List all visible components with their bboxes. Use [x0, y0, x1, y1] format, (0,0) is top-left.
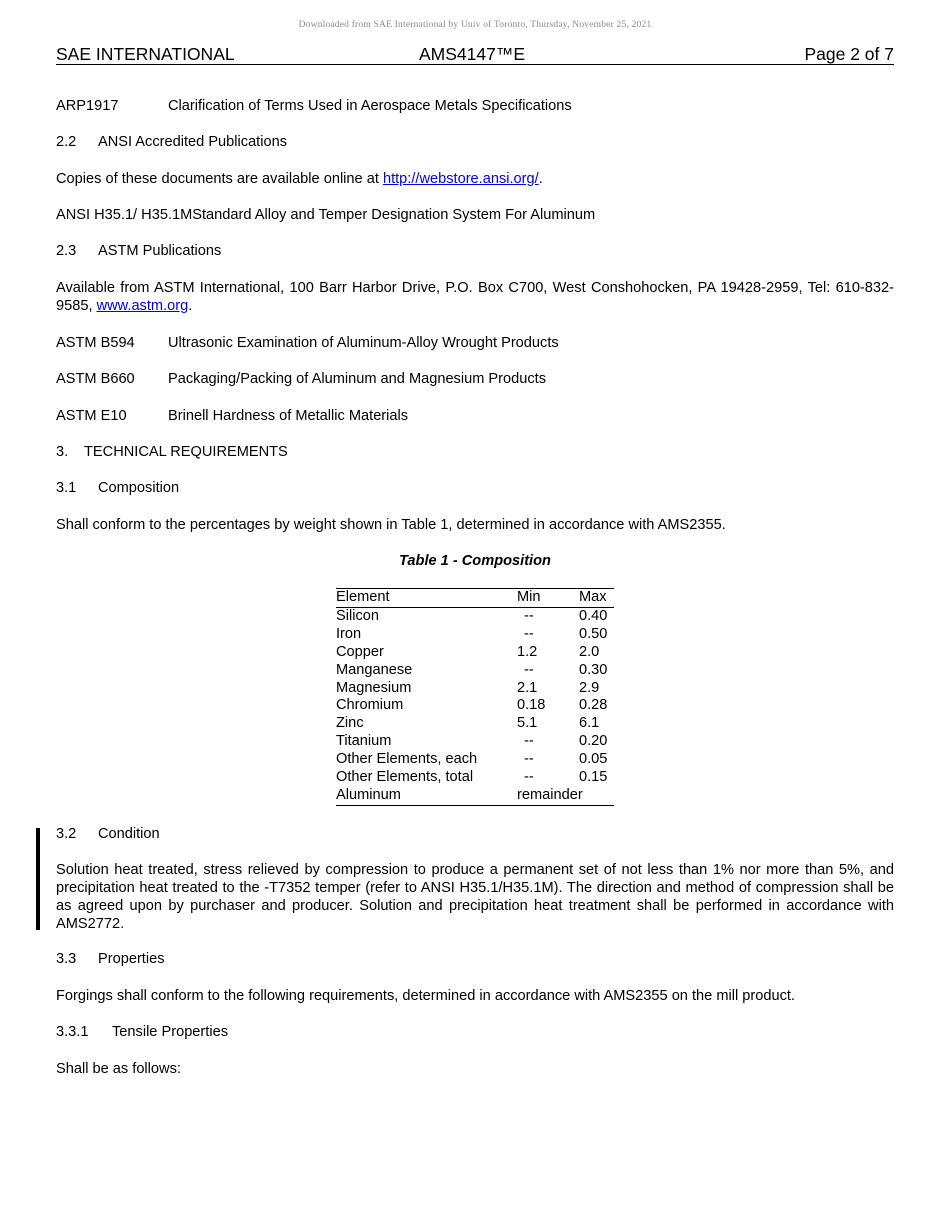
- table-header-row: [336, 589, 614, 608]
- cell-max: 0.28: [579, 697, 608, 714]
- table-row: [336, 733, 614, 751]
- table-row: [336, 607, 614, 625]
- table-row-aluminum: [336, 787, 614, 805]
- cell-min: 0.18: [517, 697, 546, 714]
- astm-availability-text: Available from ASTM International, 100 Barr Harbor Drive, P.O. Box C700, West Conshohocken, PA 19428-2959, Tel: 610-832-9585,: [56, 280, 894, 314]
- cell-min: --: [524, 661, 534, 678]
- section-title: Condition: [98, 826, 160, 842]
- table-row: [336, 697, 614, 715]
- section-number: 3.3: [56, 951, 77, 967]
- cell-element: Manganese: [336, 661, 413, 678]
- table-caption: Table 1 - Composition: [399, 553, 551, 569]
- astm-website-link[interactable]: www.astm.org: [96, 298, 189, 314]
- reference-title: Ultrasonic Examination of Aluminum-Alloy Wrought Products: [168, 335, 559, 351]
- header-element: Element: [336, 589, 390, 605]
- section-title: ANSI Accredited Publications: [98, 134, 288, 150]
- cell-element: Chromium: [336, 697, 404, 714]
- section-number: 3.1: [56, 480, 77, 496]
- cell-min: 1.2: [517, 643, 538, 660]
- reference-code: ARP1917: [56, 98, 119, 114]
- ansi-copies-tail: .: [538, 171, 543, 187]
- cell-min: --: [524, 625, 534, 642]
- ansi-copies-text: Copies of these documents are available online at: [56, 171, 383, 187]
- page-header: [56, 44, 894, 65]
- cell-min: 2.1: [517, 679, 538, 696]
- ansi-webstore-link[interactable]: http://webstore.ansi.org/: [382, 171, 539, 187]
- reference-code: ASTM E10: [56, 408, 127, 424]
- cell-element: Zinc: [336, 715, 364, 732]
- cell-min: --: [524, 751, 534, 768]
- reference-code: ASTM B660: [56, 371, 135, 387]
- section-number: 3.: [56, 444, 69, 460]
- header-org: SAE INTERNATIONAL: [56, 44, 235, 64]
- reference-title: Clarification of Terms Used in Aerospace Metals Specifications: [168, 98, 572, 114]
- ansi-copies-paragraph: [56, 170, 543, 188]
- section-title: Tensile Properties: [112, 1024, 228, 1040]
- section-title: Properties: [98, 951, 165, 967]
- cell-min: --: [524, 733, 534, 750]
- cell-element: Silicon: [336, 607, 379, 624]
- cell-max: 0.20: [579, 733, 608, 750]
- cell-element: Magnesium: [336, 679, 412, 696]
- cell-element: Copper: [336, 643, 384, 660]
- tensile-paragraph: Shall be as follows:: [56, 1061, 181, 1077]
- cell-max: 0.15: [579, 769, 608, 786]
- header-max: Max: [579, 589, 607, 605]
- cell-element: Titanium: [336, 733, 392, 750]
- cell-element: Iron: [336, 625, 362, 642]
- reference-title: Brinell Hardness of Metallic Materials: [168, 408, 409, 424]
- header-min: Min: [517, 589, 541, 605]
- table-row: [336, 680, 614, 698]
- cell-max: 0.40: [579, 607, 608, 624]
- table-row: [336, 626, 614, 644]
- reference-astm-e10: [56, 407, 408, 425]
- cell-max: 0.30: [579, 661, 608, 678]
- section-number: 3.3.1: [56, 1024, 89, 1040]
- properties-paragraph: Forgings shall conform to the following requirements, determined in accordance with AMS2355 on the mill product.: [56, 988, 795, 1004]
- section-title: TECHNICAL REQUIREMENTS: [84, 444, 288, 460]
- cell-max: 0.05: [579, 751, 608, 768]
- reference-ansi-h35: ANSI H35.1/ H35.1MStandard Alloy and Temper Designation System For Aluminum: [56, 207, 596, 223]
- cell-element: Other Elements, each: [336, 751, 478, 768]
- revision-change-bar: [36, 828, 40, 930]
- astm-availability-tail: .: [188, 298, 193, 314]
- cell-max: 6.1: [579, 715, 600, 732]
- reference-arp1917: [56, 97, 572, 115]
- section-title: Composition: [98, 480, 180, 496]
- section-heading-3-1: [56, 479, 179, 497]
- cell-element: Aluminum: [336, 786, 401, 803]
- table-row: [336, 769, 614, 787]
- reference-astm-b660: [56, 370, 546, 388]
- section-number: 2.2: [56, 134, 77, 150]
- download-watermark: Downloaded from SAE International by Univ of Toronto, Thursday, November 25, 2021: [298, 20, 652, 30]
- cell-min: --: [524, 607, 534, 624]
- header-page-number: Page 2 of 7: [804, 44, 894, 64]
- section-number: 2.3: [56, 243, 77, 259]
- section-title: ASTM Publications: [98, 243, 222, 259]
- composition-table: [336, 588, 614, 806]
- cell-min: 5.1: [517, 715, 538, 732]
- header-doc-number: AMS4147™E: [419, 44, 526, 64]
- cell-max: 0.50: [579, 625, 608, 642]
- reference-code: ASTM B594: [56, 335, 135, 351]
- table-row: [336, 644, 614, 662]
- cell-element: Other Elements, total: [336, 769, 474, 786]
- section-heading-2-2: [56, 133, 287, 151]
- table-row: [336, 715, 614, 733]
- table-row: [336, 751, 614, 769]
- astm-availability-paragraph: [56, 279, 894, 315]
- reference-astm-b594: [56, 334, 559, 352]
- section-heading-3-3-1: [56, 1023, 228, 1041]
- section-heading-2-3: [56, 242, 221, 260]
- composition-paragraph: Shall conform to the percentages by weight shown in Table 1, determined in accordance with AMS2355.: [56, 517, 726, 533]
- reference-title: Packaging/Packing of Aluminum and Magnesium Products: [168, 371, 547, 387]
- cell-max: 2.9: [579, 679, 600, 696]
- cell-min: --: [524, 769, 534, 786]
- condition-paragraph: Solution heat treated, stress relieved by compression to produce a permanent set of not less than 1% nor more than 5%, and precipitation heat treated to the -T7352 temper (refer to ANSI H35.1/H35.1M). The direction and method of compression shall be as agreed upon by purchaser and producer. Solution and precipitation heat treatment shall be performed in accordance with AMS2772.: [56, 862, 894, 932]
- section-number: 3.2: [56, 826, 77, 842]
- table-row: [336, 662, 614, 680]
- section-heading-3: [56, 443, 288, 461]
- cell-max: 2.0: [579, 643, 600, 660]
- cell-remainder: remainder: [517, 786, 583, 803]
- section-heading-3-2: [56, 825, 160, 843]
- section-heading-3-3: [56, 950, 165, 968]
